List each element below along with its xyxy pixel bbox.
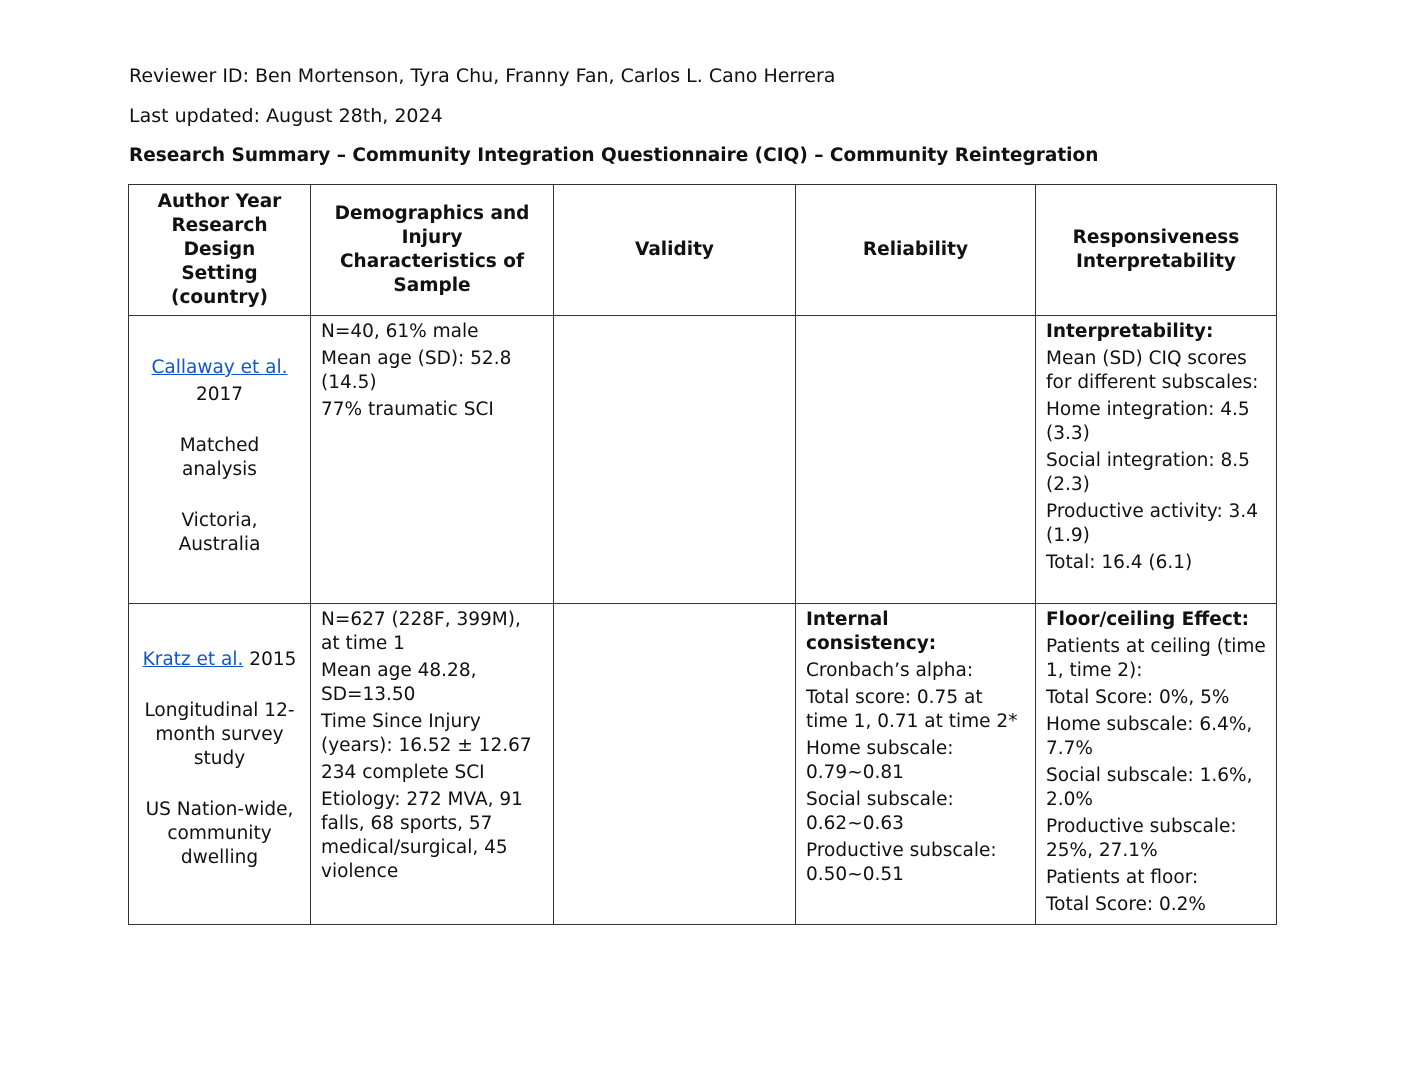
demographics-item: Time Since Injury (years): 16.52 ± 12.67 bbox=[321, 711, 532, 756]
reliability-cell bbox=[796, 316, 1036, 604]
reference-link-kratz[interactable]: Kratz et al. bbox=[142, 649, 244, 670]
reliability-item: Productive subscale: 0.50~0.51 bbox=[806, 840, 997, 885]
reliability-item: Home subscale: 0.79~0.81 bbox=[806, 738, 954, 783]
responsiveness-item: Total Score: 0.2% bbox=[1046, 894, 1207, 915]
header-author-year bbox=[129, 185, 311, 316]
demographics-cell bbox=[311, 316, 554, 604]
author-cell bbox=[129, 316, 311, 604]
setting-line: Australia bbox=[178, 534, 261, 555]
setting-line: community bbox=[167, 823, 272, 844]
last-updated: Last updated: August 28th, 2024 bbox=[129, 105, 443, 127]
responsiveness-item: Mean (SD) CIQ scores for different subscales: bbox=[1046, 348, 1259, 393]
header-demographics bbox=[311, 185, 554, 316]
responsiveness-item: Home subscale: 6.4%, 7.7% bbox=[1046, 714, 1253, 759]
responsiveness-cell bbox=[1036, 604, 1277, 925]
validity-cell bbox=[554, 604, 796, 925]
table-header-row bbox=[129, 185, 1277, 316]
table-row bbox=[129, 316, 1277, 604]
section-heading: Internal consistency: bbox=[806, 609, 937, 654]
demographics-item: Mean age 48.28, SD=13.50 bbox=[321, 660, 477, 705]
header-line: Setting bbox=[181, 263, 258, 284]
header-line: Interpretability bbox=[1076, 251, 1236, 272]
header-line: Author Year bbox=[157, 191, 282, 212]
document-title: Research Summary – Community Integration Questionnaire (CIQ) – Community Reintegration bbox=[129, 145, 1099, 166]
study-year: 2015 bbox=[249, 649, 297, 670]
author-cell bbox=[129, 604, 311, 925]
responsiveness-item: Productive activity: 3.4 (1.9) bbox=[1046, 501, 1258, 546]
setting-line: dwelling bbox=[180, 847, 259, 868]
reference-link-callaway[interactable]: Callaway et al. bbox=[151, 357, 288, 378]
demographics-item: 77% traumatic SCI bbox=[321, 399, 494, 420]
responsiveness-item: Social subscale: 1.6%, 2.0% bbox=[1046, 765, 1253, 810]
header-line: (country) bbox=[171, 287, 268, 308]
design-line: analysis bbox=[182, 459, 257, 480]
responsiveness-item: Home integration: 4.5 (3.3) bbox=[1046, 399, 1250, 444]
responsiveness-item: Productive subscale: 25%, 27.1% bbox=[1046, 816, 1237, 861]
responsiveness-cell bbox=[1036, 316, 1277, 604]
header-line: Demographics and bbox=[334, 203, 530, 224]
reliability-item: Social subscale: 0.62~0.63 bbox=[806, 789, 954, 834]
demographics-item: 234 complete SCI bbox=[321, 762, 485, 783]
demographics-item: N=627 (228F, 399M), at time 1 bbox=[321, 609, 521, 654]
header-line: Sample bbox=[393, 275, 471, 296]
section-heading: Interpretability: bbox=[1046, 321, 1214, 342]
header-line: Research bbox=[171, 215, 268, 236]
responsiveness-item: Patients at floor: bbox=[1046, 867, 1199, 888]
header-line: Validity bbox=[635, 239, 714, 260]
setting-line: Victoria, bbox=[181, 510, 258, 531]
header-line: Responsiveness bbox=[1072, 227, 1240, 248]
validity-cell bbox=[554, 316, 796, 604]
setting-line: US Nation-wide, bbox=[145, 799, 294, 820]
table-row bbox=[129, 604, 1277, 925]
header-reliability bbox=[796, 185, 1036, 316]
header-validity bbox=[554, 185, 796, 316]
section-heading: Floor/ceiling Effect: bbox=[1046, 609, 1250, 630]
header-line: Design bbox=[183, 239, 256, 260]
design-line: month survey bbox=[155, 724, 284, 745]
demographics-item: Etiology: 272 MVA, 91 falls, 68 sports, 57 medical/surgical, 45 violence bbox=[321, 789, 523, 882]
demographics-item: N=40, 61% male bbox=[321, 321, 479, 342]
header-line: Reliability bbox=[862, 239, 969, 260]
research-summary-table bbox=[128, 184, 1277, 925]
responsiveness-item: Patients at ceiling (time 1, time 2): bbox=[1046, 636, 1266, 681]
responsiveness-item: Social integration: 8.5 (2.3) bbox=[1046, 450, 1250, 495]
header-responsiveness bbox=[1036, 185, 1277, 316]
design-line: study bbox=[193, 748, 246, 769]
header-line: Characteristics of bbox=[339, 251, 525, 272]
design-line: Longitudinal 12- bbox=[144, 700, 295, 721]
reviewer-id: Reviewer ID: Ben Mortenson, Tyra Chu, Franny Fan, Carlos L. Cano Herrera bbox=[129, 65, 836, 87]
responsiveness-item: Total: 16.4 (6.1) bbox=[1046, 552, 1193, 573]
design-line: Matched bbox=[179, 435, 260, 456]
header-line: Injury bbox=[401, 227, 463, 248]
demographics-item: Mean age (SD): 52.8 (14.5) bbox=[321, 348, 512, 393]
reliability-item: Total score: 0.75 at time 1, 0.71 at time 2* bbox=[806, 687, 1018, 732]
reliability-cell bbox=[796, 604, 1036, 925]
responsiveness-item: Total Score: 0%, 5% bbox=[1046, 687, 1230, 708]
demographics-cell bbox=[311, 604, 554, 925]
reliability-item: Cronbach’s alpha: bbox=[806, 660, 974, 681]
study-year: 2017 bbox=[195, 384, 244, 405]
